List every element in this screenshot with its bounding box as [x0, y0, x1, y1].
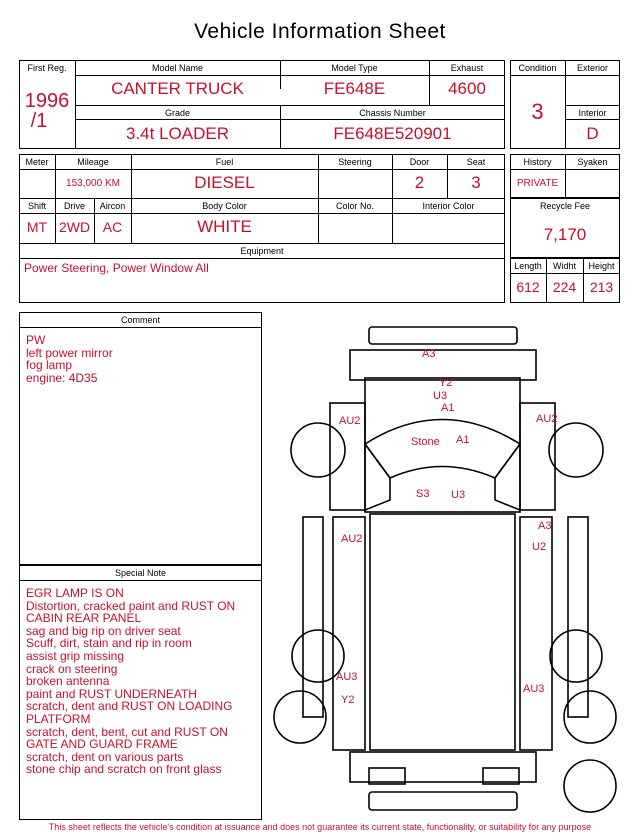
equipment-value: Power Steering, Power Window All: [24, 261, 209, 275]
front-bumper-shape: [369, 327, 517, 344]
rear-bumper-shape: [369, 792, 517, 810]
model-type-value: FE648E: [323, 79, 386, 98]
grade-label: Grade: [164, 108, 190, 118]
comment-label: Comment: [120, 315, 160, 325]
special-note-label: Special Note: [114, 568, 167, 578]
meter-label: Meter: [25, 157, 49, 167]
front-panel-shape: [350, 350, 536, 380]
mark-right-bed-a3: A3: [538, 520, 552, 532]
rear-panel-shape: [350, 752, 536, 782]
width-label: Widht: [552, 261, 576, 271]
spare-wheel-shape: [564, 760, 616, 812]
mark-cab-s3: S3: [416, 488, 430, 500]
body-color-value: WHITE: [197, 217, 252, 236]
mileage-value: 153,000 KM: [66, 178, 120, 189]
length-value: 612: [516, 279, 540, 295]
right-pillar-shape: [495, 444, 520, 510]
model-type-label: Model Type: [331, 63, 378, 73]
syaken-label: Syaken: [577, 157, 608, 167]
body-color-label: Body Color: [202, 201, 247, 211]
interior-value: D: [586, 124, 599, 143]
model-name-value: CANTER TRUCK: [111, 79, 244, 98]
exhaust-value: 4600: [448, 79, 486, 98]
aircon-label: Aircon: [99, 201, 126, 211]
condition-label: Condition: [518, 63, 557, 73]
length-label: Length: [514, 261, 542, 271]
mark-right-bed-u2: U2: [532, 541, 547, 553]
footer-disclaimer: This sheet reflects the vehicle's condition at issuance and does not guarantee its current state, functionality, or suitability for any purpose: [48, 822, 592, 832]
mark-left-bed-au2: AU2: [341, 533, 363, 545]
left-bed-side-shape: [333, 517, 365, 750]
recycle-fee-value: 7,170: [543, 225, 587, 244]
chassis-number-value: FE648E520901: [333, 124, 452, 143]
door-label: Door: [409, 157, 430, 167]
exhaust-label: Exhaust: [450, 63, 484, 73]
steering-label: Steering: [338, 157, 372, 167]
color-no-label: Color No.: [335, 201, 374, 211]
first-reg-label: First Reg.: [27, 63, 67, 73]
model-name-label: Model Name: [151, 63, 204, 73]
height-value: 213: [589, 279, 614, 295]
seat-label: Seat: [466, 157, 486, 167]
equipment-label: Equipment: [240, 246, 284, 256]
aircon-value: AC: [102, 219, 123, 235]
drive-label: Drive: [63, 201, 85, 211]
right-bed-gate-shape: [568, 517, 588, 717]
mark-left-cab-au2: AU2: [339, 415, 361, 427]
left-pillar-shape: [365, 444, 390, 510]
shift-value: MT: [26, 219, 48, 235]
mileage-label: Mileage: [77, 157, 109, 167]
mark-right-cab-au2: AU2: [536, 413, 558, 425]
front-left-wheel-shape: [291, 423, 345, 477]
exterior-label: Exterior: [576, 63, 608, 73]
height-label: Height: [588, 261, 615, 271]
first-reg-month: /1: [30, 110, 48, 132]
drive-value: 2WD: [58, 219, 91, 235]
windshield-shape: [365, 420, 520, 479]
rear-right-inner-wheel-shape: [550, 630, 602, 682]
seat-value: 3: [471, 173, 481, 192]
loading-platform-shape: [370, 514, 515, 750]
mark-cab-y2: Y2: [439, 377, 453, 389]
mark-left-bed-au3: AU3: [336, 671, 358, 683]
vehicle-damage-diagram: [268, 318, 630, 823]
special-note-text: EGR LAMP IS ON Distortion, cracked paint and RUST ON CABIN REAR PANEL sag and big rip on driver seat Scuff, dirt, stain and rip in room assist grip missing crack on steering broken antenna paint and RUST UNDERNEATH scratch, dent and RUST ON LOADING PLATFORM scratch, dent, bent, cut and RUST ON GATE AND GUARD FRAME scratch, dent on various parts stone chip and scratch on front glass: [26, 586, 236, 777]
shift-label: Shift: [27, 201, 46, 211]
mark-cab-u3: U3: [433, 390, 448, 402]
condition-value: 3: [531, 99, 544, 124]
chassis-number-label: Chassis Number: [359, 108, 426, 118]
interior-label: Interior: [578, 108, 607, 118]
first-reg-year: 1996: [24, 90, 70, 112]
history-value: PRIVATE: [516, 178, 559, 189]
left-bed-gate-shape: [303, 517, 323, 717]
mark-front-panel-a3: A3: [422, 348, 436, 360]
front-right-wheel-shape: [549, 423, 603, 477]
recycle-fee-label: Recycle Fee: [539, 201, 591, 211]
mark-right-bed-au3: AU3: [523, 683, 545, 695]
history-label: History: [523, 157, 552, 167]
door-value: 2: [414, 173, 425, 192]
mark-windshield-a1: A1: [456, 434, 470, 446]
mark-cab-u3-bottom: U3: [451, 489, 466, 501]
fuel-value: DIESEL: [194, 173, 255, 192]
mark-cab-a1: A1: [441, 402, 455, 414]
width-value: 224: [552, 279, 577, 295]
grade-value: 3.4t LOADER: [126, 124, 229, 143]
interior-color-label: Interior Color: [422, 201, 475, 211]
fuel-label: Fuel: [215, 157, 234, 167]
mark-left-bed-y2: Y2: [341, 694, 355, 706]
comment-text: PW left power mirror fog lamp engine: 4D35: [26, 333, 113, 385]
mark-windshield-stone: Stone: [411, 436, 440, 448]
page-title: Vehicle Information Sheet: [194, 20, 446, 43]
